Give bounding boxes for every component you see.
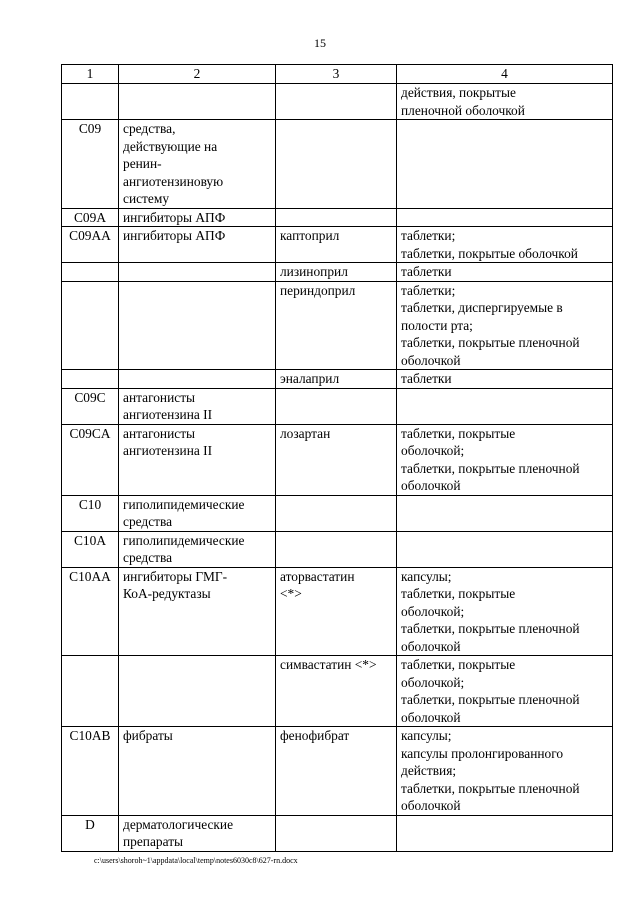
dosage-forms-cell (397, 495, 613, 531)
dosage-forms-cell (397, 567, 613, 656)
header-cell: 3 (276, 65, 397, 84)
dosage-form-line: оболочкой (401, 798, 461, 813)
atc-code: C09 (78, 121, 102, 136)
atc-code: D (85, 816, 95, 832)
dosage-forms-cell (397, 388, 613, 424)
anatomical-group-cell (119, 84, 276, 120)
drug-name-cell (276, 495, 397, 531)
group-line: средства, (123, 121, 176, 136)
drug-name-cell (276, 567, 397, 656)
atc-code: C09CA (69, 425, 111, 441)
dosage-form-line: таблетки, диспергируемые в (401, 300, 563, 315)
drug-line: симвастатин <*> (280, 657, 377, 672)
atc-code: C09A (74, 209, 106, 225)
dosage-form-line: оболочкой (401, 709, 461, 725)
anatomical-group-cell (119, 388, 276, 424)
anatomical-group-cell (119, 495, 276, 531)
atc-code: C09C (74, 389, 106, 405)
dosage-form-line: действия; (401, 763, 457, 778)
atc-code: C10AB (69, 728, 111, 743)
dosage-form-line: таблетки, покрытые (401, 425, 516, 441)
dosage-form-line: действия, покрытые (401, 85, 516, 100)
group-line: ингибиторы АПФ (123, 228, 226, 243)
table-row (62, 227, 613, 263)
table-row (62, 815, 613, 851)
group-line: средства (123, 550, 173, 565)
atc-code-cell (62, 208, 119, 227)
atc-code-cell (62, 656, 119, 727)
dosage-forms-cell (397, 531, 613, 567)
atc-code-cell (62, 263, 119, 282)
dosage-form-line: таблетки (401, 371, 452, 386)
atc-code-cell (62, 388, 119, 424)
table-row (62, 263, 613, 282)
table-body (62, 84, 613, 852)
dosage-form-line: оболочкой (401, 638, 461, 654)
dosage-forms-cell (397, 84, 613, 120)
atc-code: C09AA (69, 228, 111, 243)
dosage-form-line: таблетки; (401, 282, 456, 298)
dosage-forms-cell (397, 281, 613, 370)
group-line: гиполипидемические (123, 496, 245, 512)
drug-line: периндоприл (280, 282, 356, 298)
anatomical-group-cell (119, 567, 276, 656)
drug-name-cell (276, 84, 397, 120)
dosage-forms-cell (397, 263, 613, 282)
header-cell: 4 (397, 65, 613, 84)
atc-code: C10AA (69, 568, 111, 584)
atc-code-cell (62, 495, 119, 531)
drug-name-cell (276, 727, 397, 816)
group-line: ангиотензиновую (123, 173, 224, 189)
anatomical-group-cell (119, 281, 276, 370)
dosage-forms-cell (397, 727, 613, 816)
dosage-forms-cell (397, 424, 613, 495)
group-line: ингибиторы АПФ (123, 209, 226, 225)
dosage-form-line: оболочкой; (401, 603, 465, 619)
group-line: ангиотензина II (123, 407, 213, 422)
table-row (62, 531, 613, 567)
table-row (62, 656, 613, 727)
dosage-form-line: таблетки, покрытые оболочкой (401, 245, 578, 261)
drug-name-cell (276, 815, 397, 851)
table-row (62, 120, 613, 209)
group-line: антагонисты (123, 425, 196, 441)
group-line: препараты (123, 834, 184, 849)
group-line: ингибиторы ГМГ- (123, 568, 228, 584)
drug-name-cell (276, 281, 397, 370)
group-line: ренин- (123, 156, 162, 171)
atc-code: C10A (74, 532, 106, 548)
atc-code-cell (62, 567, 119, 656)
dosage-form-line: капсулы пролонгированного (401, 745, 564, 761)
anatomical-group-cell (119, 424, 276, 495)
dosage-forms-cell (397, 227, 613, 263)
dosage-form-line: таблетки, покрытые (401, 586, 516, 601)
header-cell: 2 (119, 65, 276, 84)
atc-code-cell (62, 281, 119, 370)
group-line: ангиотензина II (123, 443, 213, 458)
dosage-form-line: пленочной оболочкой (401, 102, 525, 118)
drug-name-cell (276, 388, 397, 424)
group-line: антагонисты (123, 389, 196, 405)
atc-code-cell (62, 531, 119, 567)
group-line: действующие на (123, 138, 218, 154)
dosage-forms-cell (397, 815, 613, 851)
dosage-form-line: таблетки, покрытые пленочной (401, 335, 580, 350)
dosage-form-line: оболочкой (401, 352, 461, 368)
drug-line: аторвастатин (280, 568, 355, 584)
group-line: гиполипидемические (123, 532, 245, 548)
drug-name-cell (276, 263, 397, 282)
dosage-forms-cell (397, 208, 613, 227)
table-row (62, 84, 613, 120)
table-row (62, 281, 613, 370)
drug-line: лозартан (280, 425, 331, 441)
anatomical-group-cell (119, 656, 276, 727)
dosage-form-line: полости рта; (401, 317, 473, 333)
drug-name-cell (276, 120, 397, 209)
atc-code-cell (62, 84, 119, 120)
table-row (62, 727, 613, 816)
table-row (62, 208, 613, 227)
document-path-footer: c:\users\shoroh~1\appdata\local\temp\notes6030c8\627-rn.docx (94, 856, 298, 865)
atc-code-cell (62, 120, 119, 209)
dosage-form-line: таблетки, покрытые пленочной (401, 692, 580, 707)
table-row (62, 567, 613, 656)
drug-line: <*> (280, 586, 302, 601)
group-line: КоА-редуктазы (123, 586, 211, 601)
dosage-form-line: таблетки, покрытые пленочной (401, 780, 580, 796)
anatomical-group-cell (119, 531, 276, 567)
drug-line: лизиноприл (280, 264, 348, 279)
atc-code-cell (62, 424, 119, 495)
drug-name-cell (276, 531, 397, 567)
dosage-forms-cell (397, 120, 613, 209)
table-row (62, 388, 613, 424)
drug-name-cell (276, 656, 397, 727)
group-line: систему (123, 191, 170, 206)
table-row (62, 424, 613, 495)
anatomical-group-cell (119, 370, 276, 389)
drug-table (61, 64, 613, 852)
dosage-form-line: таблетки, покрытые (401, 657, 516, 672)
anatomical-group-cell (119, 227, 276, 263)
drug-line: фенофибрат (280, 728, 350, 743)
drug-name-cell (276, 370, 397, 389)
anatomical-group-cell (119, 208, 276, 227)
atc-code: C10 (78, 496, 102, 512)
dosage-form-line: таблетки (401, 264, 452, 279)
atc-code-cell (62, 227, 119, 263)
dosage-form-line: капсулы; (401, 728, 452, 743)
dosage-form-line: капсулы; (401, 568, 452, 584)
atc-code-cell (62, 370, 119, 389)
anatomical-group-cell (119, 120, 276, 209)
table-row (62, 370, 613, 389)
page-number: 15 (314, 36, 326, 50)
group-line: фибраты (123, 728, 173, 743)
drug-name-cell (276, 227, 397, 263)
dosage-forms-cell (397, 656, 613, 727)
dosage-form-line: таблетки, покрытые пленочной (401, 460, 580, 476)
group-line: дерматологические (123, 816, 234, 832)
atc-code-cell (62, 727, 119, 816)
dosage-form-line: оболочкой (401, 478, 461, 493)
drug-line: эналаприл (280, 371, 340, 386)
anatomical-group-cell (119, 263, 276, 282)
dosage-form-line: оболочкой; (401, 674, 465, 690)
dosage-form-line: таблетки; (401, 228, 456, 243)
anatomical-group-cell (119, 815, 276, 851)
drug-name-cell (276, 208, 397, 227)
group-line: средства (123, 514, 173, 529)
dosage-form-line: оболочкой; (401, 443, 465, 458)
table-header-row (62, 65, 613, 84)
drug-line: каптоприл (280, 228, 340, 243)
drug-name-cell (276, 424, 397, 495)
dosage-forms-cell (397, 370, 613, 389)
anatomical-group-cell (119, 727, 276, 816)
dosage-form-line: таблетки, покрытые пленочной (401, 621, 580, 636)
header-cell: 1 (62, 65, 119, 84)
atc-code-cell (62, 815, 119, 851)
table-row (62, 495, 613, 531)
